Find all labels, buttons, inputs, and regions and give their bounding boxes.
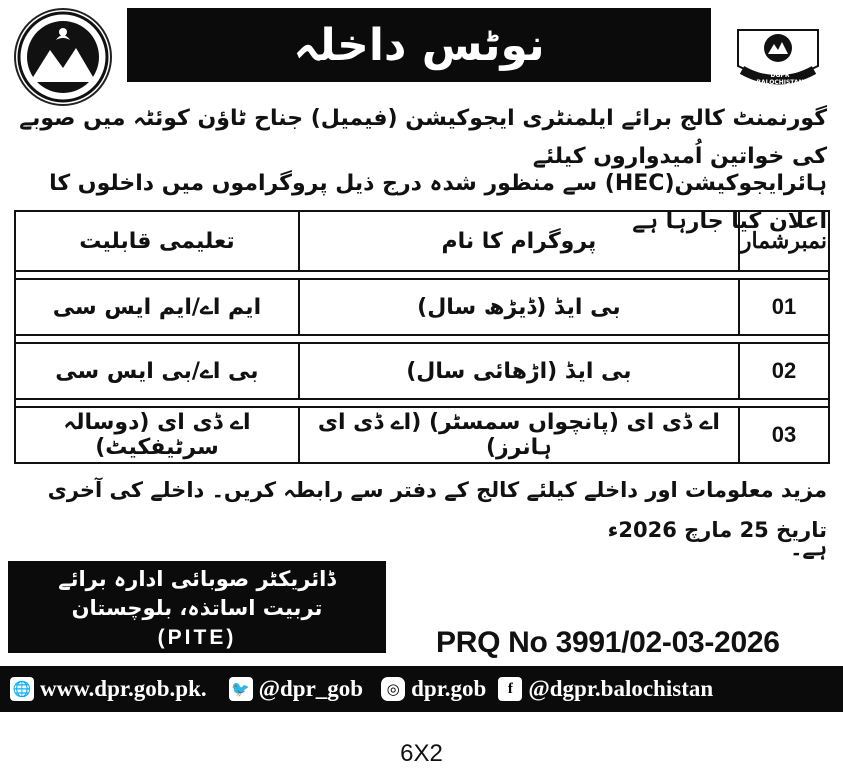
header-qualification: تعلیمی قابلیت xyxy=(15,211,299,271)
header-serial: نمبرشمار xyxy=(739,211,829,271)
director-line-1: ڈائریکٹر صوبائی ادارہ برائے xyxy=(58,567,336,591)
twitter-link[interactable] xyxy=(229,676,363,702)
row-qualification: بی اے/بی ایس سی xyxy=(15,343,299,399)
table-row xyxy=(15,407,829,463)
row-serial: 01 xyxy=(739,279,829,335)
facebook-icon: f xyxy=(498,677,522,701)
twitter-text: @dpr_gob xyxy=(258,676,364,701)
facebook-text: @dgpr.balochistan xyxy=(528,676,714,701)
director-line-2: تربیت اساتذہ، بلوچستان xyxy=(71,596,323,620)
ad-size-code: 6X2 xyxy=(400,740,443,767)
table-row xyxy=(15,279,829,335)
row-qualification: اے ڈی ای (دوسالہ سرٹیفکیٹ) xyxy=(15,407,299,463)
social-bar xyxy=(0,666,843,712)
prq-number: PRQ No 3991/02-03-2026 xyxy=(436,626,780,659)
row-program: بی ایڈ (اڑھائی سال) xyxy=(299,343,739,399)
table-row xyxy=(15,343,829,399)
instagram-text: dpr.gob xyxy=(411,676,487,701)
instagram-icon: ◎ xyxy=(381,677,405,701)
instagram-link[interactable] xyxy=(381,676,486,702)
dgpr-logo-right xyxy=(728,20,828,88)
intro-line-2: ہائرایجوکیشن(HEC) سے منظور شدہ درج ذیل پروگراموں میں داخلوں کا اعلان کیا جارہا ہے xyxy=(49,171,827,234)
balochistan-logo-left xyxy=(14,8,112,106)
dgpr-logo-text: DGPR BALOCHISTAN xyxy=(756,72,804,86)
website-text: www.dpr.gob.pk. xyxy=(40,676,207,701)
row-program: اے ڈی ای (پانچواں سمسٹر) (اے ڈی ای ہانرز) xyxy=(299,407,739,463)
programs-table xyxy=(14,210,830,464)
contact-note: مزید معلومات اور داخلے کیلئے کالج کے دفتر سے رابطہ کریں۔ داخلے کی آخری تاریخ 25 مارچ 2026ء xyxy=(47,478,827,542)
director-line-3: (PITE) xyxy=(157,626,237,649)
twitter-icon: 🐦 xyxy=(229,677,253,701)
website-link[interactable] xyxy=(10,676,207,702)
notice-title-banner xyxy=(127,8,711,82)
row-serial: 02 xyxy=(739,343,829,399)
header-program: پروگرام کا نام xyxy=(299,211,739,271)
contact-note-end: ہے۔ xyxy=(790,536,827,560)
intro-line-1: گورنمنٹ کالج برائے ایلمنٹری ایجوکیشن (فیمیل) جناح ٹاؤن کوئٹہ میں صوبے کی خواتین اُمیدواروں کیلئے xyxy=(19,106,827,169)
director-signature-block xyxy=(8,561,386,653)
row-serial: 03 xyxy=(739,407,829,463)
table-header-row xyxy=(15,211,829,271)
notice-title: نوٹس داخلہ xyxy=(293,19,545,71)
row-program: بی ایڈ (ڈیڑھ سال) xyxy=(299,279,739,335)
row-qualification: ایم اے/ایم ایس سی xyxy=(15,279,299,335)
globe-icon: 🌐 xyxy=(10,677,34,701)
facebook-link[interactable] xyxy=(498,676,713,702)
